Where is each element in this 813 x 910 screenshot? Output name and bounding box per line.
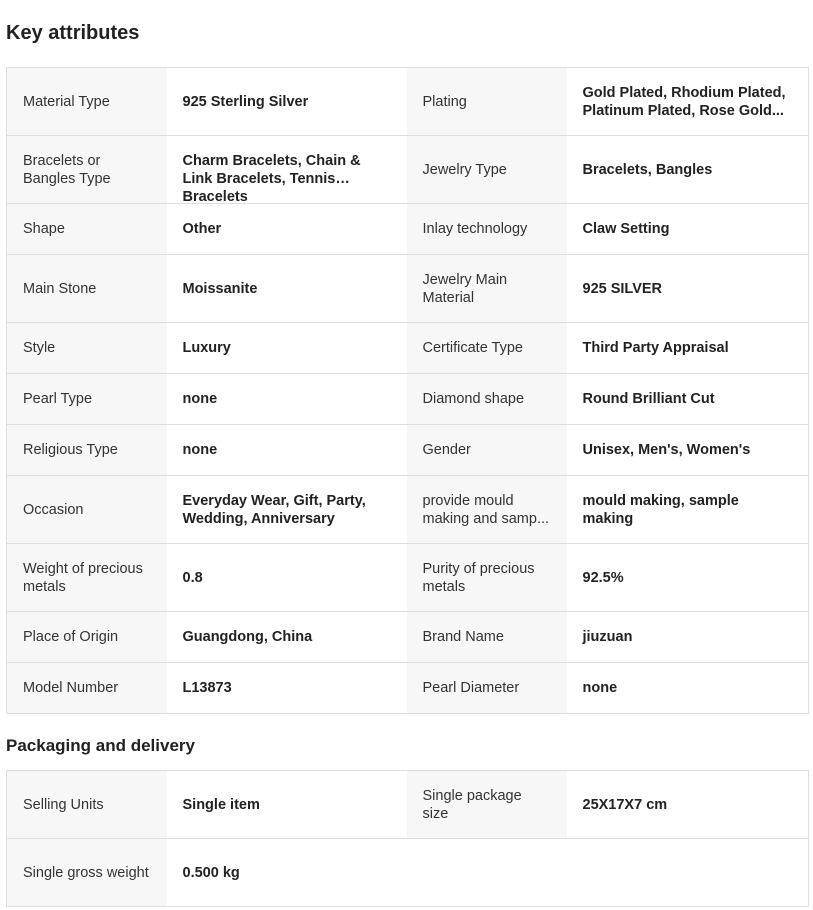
- attribute-value: Round Brilliant Cut: [567, 374, 809, 425]
- attribute-label: Place of Origin: [7, 612, 167, 663]
- table-row: [7, 255, 809, 323]
- attribute-value: jiuzuan: [567, 612, 809, 663]
- attribute-label: Selling Units: [7, 771, 167, 839]
- attribute-value: 925 Sterling Silver: [167, 68, 407, 136]
- attribute-value: Luxury: [167, 323, 407, 374]
- attribute-value: Everyday Wear, Gift, Party, Wedding, Anniversary: [167, 476, 407, 544]
- packaging-delivery-table: [6, 770, 809, 907]
- attribute-value: Other: [167, 204, 407, 255]
- attribute-label: Main Stone: [7, 255, 167, 323]
- attribute-label: Brand Name: [407, 612, 567, 663]
- attribute-value: Claw Setting: [567, 204, 809, 255]
- attribute-value: none: [167, 425, 407, 476]
- attribute-label: Pearl Diameter: [407, 663, 567, 714]
- attribute-label: Diamond shape: [407, 374, 567, 425]
- attribute-value: Guangdong, China: [167, 612, 407, 663]
- table-row: [7, 476, 809, 544]
- attribute-label: Single package size: [407, 771, 567, 839]
- attribute-value: 0.500 kg: [167, 839, 407, 907]
- table-row: [7, 425, 809, 476]
- attribute-label: Bracelets or Bangles Type: [7, 136, 167, 204]
- attribute-value: Unisex, Men's, Women's: [567, 425, 809, 476]
- table-row: [7, 374, 809, 425]
- table-row: [7, 68, 809, 136]
- attribute-label: Jewelry Type: [407, 136, 567, 204]
- attribute-label: Material Type: [7, 68, 167, 136]
- attribute-value: L13873: [167, 663, 407, 714]
- table-row: [7, 204, 809, 255]
- attribute-value: 25X17X7 cm: [567, 771, 809, 839]
- attribute-label: Jewelry Main Material: [407, 255, 567, 323]
- attribute-label: provide mould making and samp...: [407, 476, 567, 544]
- attribute-value: Moissanite: [167, 255, 407, 323]
- attribute-value: none: [167, 374, 407, 425]
- attribute-value: Gold Plated, Rhodium Plated, Platinum Plated, Rose Gold...: [567, 68, 809, 136]
- attribute-label: Shape: [7, 204, 167, 255]
- attribute-value: 0.8: [167, 544, 407, 612]
- attribute-label: Purity of precious metals: [407, 544, 567, 612]
- attribute-label: Single gross weight: [7, 839, 167, 907]
- table-row: [7, 323, 809, 374]
- attribute-value: none: [567, 663, 809, 714]
- attribute-value: Single item: [167, 771, 407, 839]
- attribute-label: Plating: [407, 68, 567, 136]
- attribute-value: Third Party Appraisal: [567, 323, 809, 374]
- attribute-label: Inlay technology: [407, 204, 567, 255]
- table-row: [7, 839, 809, 907]
- packaging-delivery-title: Packaging and delivery: [6, 736, 195, 755]
- table-row: [7, 612, 809, 663]
- table-row: [7, 771, 809, 839]
- attribute-label: Religious Type: [7, 425, 167, 476]
- key-attributes-title: Key attributes: [6, 22, 140, 44]
- attribute-label: Model Number: [7, 663, 167, 714]
- attribute-label: Gender: [407, 425, 567, 476]
- attribute-value: Charm Bracelets, Chain & Link Bracelets, Tennis Bracelets: [167, 136, 407, 204]
- attribute-value: Bracelets, Bangles: [567, 136, 809, 204]
- attribute-label: Pearl Type: [7, 374, 167, 425]
- attribute-value: 92.5%: [567, 544, 809, 612]
- empty-cell: [407, 839, 809, 907]
- table-row: [7, 663, 809, 714]
- attribute-label: Certificate Type: [407, 323, 567, 374]
- key-attributes-table: [6, 67, 809, 714]
- table-row: [7, 544, 809, 612]
- attribute-label: Style: [7, 323, 167, 374]
- table-row: [7, 136, 809, 204]
- attribute-label: Weight of precious metals: [7, 544, 167, 612]
- attribute-value: 925 SILVER: [567, 255, 809, 323]
- attribute-value: mould making, sample making: [567, 476, 809, 544]
- attribute-label: Occasion: [7, 476, 167, 544]
